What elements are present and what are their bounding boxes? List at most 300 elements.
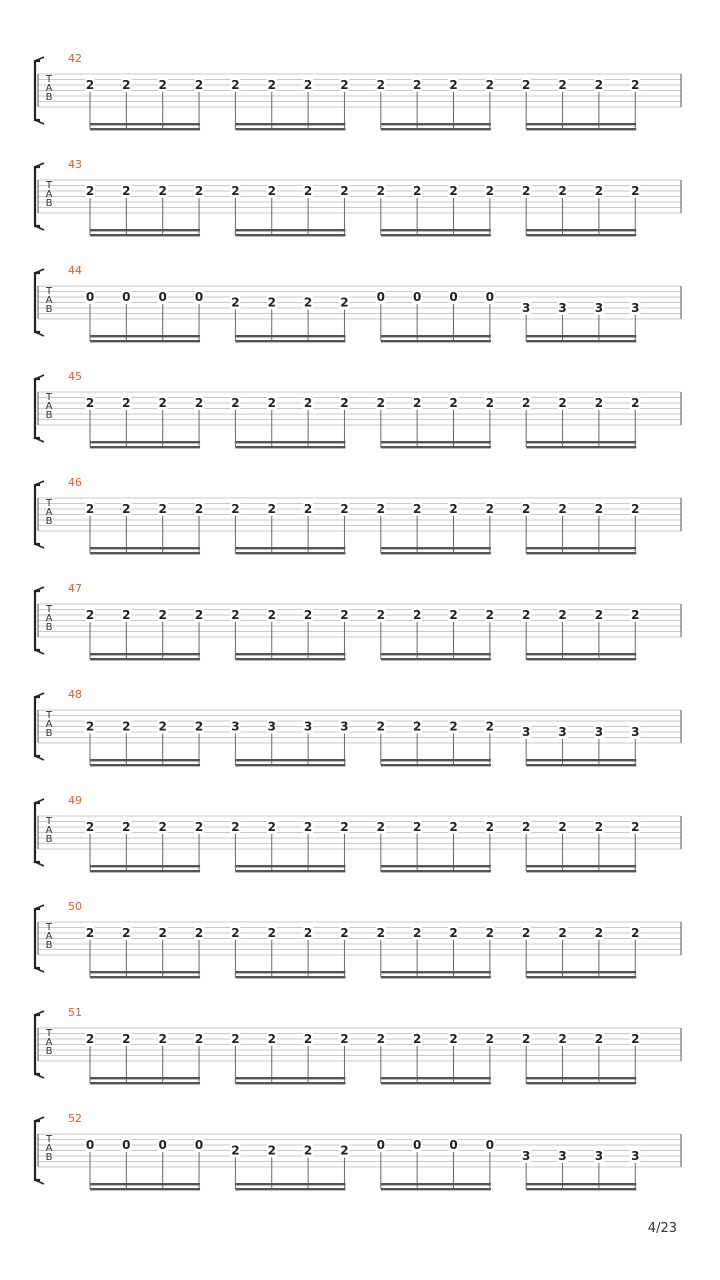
measure-number: 48	[68, 688, 82, 701]
fret-number: 0	[158, 290, 167, 304]
fret-number: 2	[449, 396, 458, 410]
fret-number: 3	[522, 301, 531, 315]
tab-clef-letter: B	[45, 1046, 53, 1057]
beam-secondary	[381, 340, 491, 342]
tab-clef-letter: T	[45, 1134, 53, 1145]
fret-number: 2	[85, 820, 95, 834]
measure-number: 44	[68, 264, 82, 277]
beam-primary	[235, 1183, 345, 1185]
fret-number: 2	[485, 184, 495, 198]
fret-number: 2	[158, 1032, 167, 1046]
fret-number: 3	[340, 719, 349, 734]
beam-secondary	[235, 128, 345, 130]
fret-number: 2	[340, 184, 349, 198]
beam-primary	[526, 971, 636, 973]
fret-number: 2	[631, 926, 640, 940]
fret-number: 2	[267, 1143, 276, 1158]
beam-primary	[381, 759, 491, 761]
fret-number: 3	[558, 1149, 567, 1163]
fret-number: 2	[194, 719, 204, 734]
fret-number: 2	[158, 719, 167, 734]
fret-number: 2	[340, 1143, 349, 1158]
fret-number: 2	[485, 1032, 495, 1046]
fret-number: 0	[412, 290, 422, 304]
measure-number: 51	[68, 1006, 82, 1019]
beam-secondary	[381, 1082, 491, 1084]
fret-number: 2	[412, 719, 422, 734]
tab-clef-letter: B	[45, 516, 53, 527]
beam-secondary	[381, 234, 491, 236]
fret-number: 2	[412, 608, 422, 622]
fret-number: 2	[85, 926, 95, 940]
beam-primary	[381, 1183, 491, 1185]
fret-number: 0	[158, 1138, 167, 1152]
fret-number: 2	[376, 926, 385, 940]
fret-number: 2	[122, 502, 131, 516]
beam-secondary	[235, 340, 345, 342]
fret-number: 2	[85, 396, 95, 410]
tab-clef-letter: A	[45, 931, 53, 942]
tab-clef-letter: B	[45, 834, 53, 845]
beam-secondary	[90, 446, 200, 448]
fret-number: 2	[267, 295, 276, 310]
beam-secondary	[90, 552, 200, 554]
beam-secondary	[90, 870, 200, 872]
fret-number: 2	[303, 926, 313, 940]
fret-number: 2	[85, 78, 95, 92]
fret-number: 2	[158, 184, 167, 198]
fret-number: 2	[267, 396, 276, 410]
beam-secondary	[90, 658, 200, 660]
beam-primary	[235, 971, 345, 973]
beam-secondary	[381, 128, 491, 130]
fret-number: 2	[376, 502, 385, 516]
fret-number: 2	[594, 608, 604, 622]
fret-number: 2	[158, 502, 167, 516]
tab-clef-letter: A	[45, 1037, 53, 1048]
fret-number: 2	[631, 78, 640, 92]
fret-number: 2	[267, 608, 276, 622]
fret-number: 2	[412, 1032, 422, 1046]
fret-number: 3	[631, 1149, 640, 1163]
beam-secondary	[526, 976, 636, 978]
fret-number: 2	[412, 502, 422, 516]
fret-number: 2	[303, 396, 313, 410]
fret-number: 2	[376, 719, 385, 734]
tab-clef-letter: B	[45, 410, 53, 421]
fret-number: 2	[122, 820, 131, 834]
fret-number: 2	[194, 608, 204, 622]
fret-number: 2	[558, 926, 567, 940]
beam-secondary	[381, 1188, 491, 1190]
fret-number: 3	[522, 725, 531, 739]
fret-number: 2	[522, 820, 531, 834]
beam-primary	[235, 441, 345, 443]
beam-primary	[381, 335, 491, 337]
beam-secondary	[381, 764, 491, 766]
fret-number: 2	[122, 184, 131, 198]
fret-number: 2	[231, 78, 240, 92]
beam-secondary	[235, 658, 345, 660]
beam-primary	[90, 335, 200, 337]
fret-number: 2	[267, 1032, 276, 1046]
tab-clef-letter: B	[45, 304, 53, 315]
fret-number: 2	[194, 184, 204, 198]
page-number: 4/23	[647, 1221, 677, 1236]
beam-primary	[235, 547, 345, 549]
fret-number: 2	[522, 608, 531, 622]
fret-number: 3	[594, 725, 604, 739]
fret-number: 2	[449, 1032, 458, 1046]
measure-number: 49	[68, 794, 82, 807]
fret-number: 2	[340, 295, 349, 310]
fret-number: 2	[303, 78, 313, 92]
beam-secondary	[381, 976, 491, 978]
beam-secondary	[90, 1188, 200, 1190]
beam-primary	[235, 865, 345, 867]
fret-number: 2	[449, 926, 458, 940]
fret-number: 2	[376, 396, 385, 410]
fret-number: 2	[522, 396, 531, 410]
fret-number: 2	[122, 608, 131, 622]
fret-number: 2	[267, 926, 276, 940]
beam-primary	[235, 759, 345, 761]
beam-secondary	[235, 552, 345, 554]
tab-clef-letter: B	[45, 198, 53, 209]
beam-primary	[381, 865, 491, 867]
beam-secondary	[90, 340, 200, 342]
beam-primary	[235, 1077, 345, 1079]
fret-number: 2	[631, 502, 640, 516]
tab-clef-letter: T	[45, 74, 53, 85]
fret-number: 2	[85, 184, 95, 198]
beam-primary	[381, 123, 491, 125]
fret-number: 2	[558, 396, 567, 410]
fret-number: 2	[412, 926, 422, 940]
measure-number: 47	[68, 582, 82, 595]
fret-number: 2	[449, 608, 458, 622]
fret-number: 2	[158, 926, 167, 940]
fret-number: 2	[122, 396, 131, 410]
beam-primary	[381, 229, 491, 231]
fret-number: 2	[267, 184, 276, 198]
measure-number: 46	[68, 476, 82, 489]
tab-clef-letter: A	[45, 507, 53, 518]
fret-number: 2	[194, 820, 204, 834]
fret-number: 2	[594, 926, 604, 940]
beam-secondary	[526, 446, 636, 448]
beam-secondary	[235, 976, 345, 978]
tab-clef-letter: A	[45, 295, 53, 306]
fret-number: 2	[194, 396, 204, 410]
beam-primary	[90, 547, 200, 549]
measure-number: 43	[68, 158, 82, 171]
tab-clef-letter: B	[45, 1152, 53, 1163]
fret-number: 2	[412, 78, 422, 92]
fret-number: 2	[594, 396, 604, 410]
beam-primary	[381, 971, 491, 973]
fret-number: 2	[303, 295, 313, 310]
beam-primary	[381, 441, 491, 443]
tab-clef-letter: B	[45, 940, 53, 951]
tab-clef-letter: A	[45, 719, 53, 730]
fret-number: 2	[594, 502, 604, 516]
fret-number: 2	[231, 184, 240, 198]
fret-number: 2	[558, 502, 567, 516]
beam-primary	[526, 759, 636, 761]
beam-primary	[90, 123, 200, 125]
fret-number: 2	[485, 78, 495, 92]
beam-primary	[381, 1077, 491, 1079]
fret-number: 2	[231, 295, 240, 310]
beam-secondary	[381, 552, 491, 554]
fret-number: 2	[412, 820, 422, 834]
fret-number: 2	[231, 1143, 240, 1158]
fret-number: 0	[376, 1138, 385, 1152]
fret-number: 2	[594, 78, 604, 92]
fret-number: 2	[412, 184, 422, 198]
tab-clef-letter: A	[45, 613, 53, 624]
fret-number: 0	[485, 290, 495, 304]
fret-number: 2	[485, 820, 495, 834]
tab-clef-letter: T	[45, 710, 53, 721]
beam-secondary	[235, 1082, 345, 1084]
beam-primary	[90, 441, 200, 443]
fret-number: 2	[594, 820, 604, 834]
fret-number: 2	[303, 608, 313, 622]
beam-primary	[381, 547, 491, 549]
tab-clef-letter: T	[45, 180, 53, 191]
fret-number: 2	[267, 820, 276, 834]
tab-clef-letter: B	[45, 92, 53, 103]
beam-primary	[526, 441, 636, 443]
beam-primary	[526, 123, 636, 125]
fret-number: 2	[631, 184, 640, 198]
fret-number: 0	[85, 290, 95, 304]
beam-secondary	[526, 234, 636, 236]
fret-number: 2	[85, 719, 95, 734]
fret-number: 2	[122, 78, 131, 92]
fret-number: 2	[631, 1032, 640, 1046]
tab-clef-letter: T	[45, 816, 53, 827]
fret-number: 2	[376, 820, 385, 834]
fret-number: 0	[449, 290, 458, 304]
fret-number: 3	[231, 719, 240, 734]
fret-number: 2	[376, 78, 385, 92]
beam-primary	[90, 653, 200, 655]
fret-number: 2	[449, 78, 458, 92]
fret-number: 2	[340, 396, 349, 410]
fret-number: 0	[485, 1138, 495, 1152]
tab-clef-letter: B	[45, 622, 53, 633]
beam-secondary	[381, 658, 491, 660]
fret-number: 2	[340, 502, 349, 516]
fret-number: 0	[412, 1138, 422, 1152]
fret-number: 3	[631, 725, 640, 739]
tab-clef-letter: A	[45, 401, 53, 412]
beam-secondary	[526, 658, 636, 660]
fret-number: 2	[85, 502, 95, 516]
fret-number: 2	[522, 184, 531, 198]
beam-primary	[235, 123, 345, 125]
beam-secondary	[235, 234, 345, 236]
fret-number: 3	[594, 301, 604, 315]
fret-number: 2	[267, 502, 276, 516]
fret-number: 2	[231, 502, 240, 516]
beam-primary	[90, 971, 200, 973]
fret-number: 2	[594, 1032, 604, 1046]
fret-number: 2	[449, 502, 458, 516]
beam-primary	[235, 229, 345, 231]
fret-number: 3	[303, 719, 313, 734]
beam-secondary	[381, 446, 491, 448]
tab-clef-letter: T	[45, 922, 53, 933]
beam-primary	[526, 1077, 636, 1079]
beam-primary	[235, 653, 345, 655]
tab-clef-letter: T	[45, 604, 53, 615]
fret-number: 2	[231, 396, 240, 410]
fret-number: 2	[122, 926, 131, 940]
tab-clef-letter: A	[45, 189, 53, 200]
fret-number: 0	[376, 290, 385, 304]
beam-secondary	[235, 870, 345, 872]
measure-number: 52	[68, 1112, 82, 1125]
fret-number: 2	[376, 608, 385, 622]
beam-secondary	[235, 764, 345, 766]
fret-number: 2	[558, 608, 567, 622]
beam-secondary	[235, 1188, 345, 1190]
beam-secondary	[90, 234, 200, 236]
fret-number: 2	[303, 502, 313, 516]
tab-clef-letter: A	[45, 83, 53, 94]
beam-primary	[90, 865, 200, 867]
fret-number: 2	[485, 608, 495, 622]
fret-number: 2	[158, 396, 167, 410]
fret-number: 2	[303, 1143, 313, 1158]
fret-number: 2	[158, 820, 167, 834]
beam-secondary	[526, 340, 636, 342]
fret-number: 3	[522, 1149, 531, 1163]
beam-secondary	[90, 764, 200, 766]
fret-number: 2	[194, 1032, 204, 1046]
beam-primary	[526, 653, 636, 655]
beam-secondary	[526, 552, 636, 554]
fret-number: 2	[85, 1032, 95, 1046]
fret-number: 3	[558, 725, 567, 739]
tab-clef-letter: T	[45, 1028, 53, 1039]
fret-number: 0	[449, 1138, 458, 1152]
beam-secondary	[90, 128, 200, 130]
fret-number: 2	[558, 78, 567, 92]
fret-number: 2	[522, 78, 531, 92]
beam-primary	[526, 229, 636, 231]
beam-secondary	[526, 128, 636, 130]
fret-number: 2	[231, 1032, 240, 1046]
fret-number: 2	[340, 78, 349, 92]
fret-number: 2	[303, 184, 313, 198]
fret-number: 2	[194, 78, 204, 92]
fret-number: 2	[340, 608, 349, 622]
beam-secondary	[526, 764, 636, 766]
measure-number: 45	[68, 370, 82, 383]
fret-number: 2	[485, 502, 495, 516]
fret-number: 2	[303, 820, 313, 834]
fret-number: 3	[267, 719, 276, 734]
tab-clef-letter: A	[45, 825, 53, 836]
beam-primary	[90, 1077, 200, 1079]
beam-secondary	[526, 1188, 636, 1190]
fret-number: 2	[122, 1032, 131, 1046]
beam-primary	[526, 865, 636, 867]
beam-primary	[90, 759, 200, 761]
beam-primary	[526, 1183, 636, 1185]
fret-number: 3	[594, 1149, 604, 1163]
beam-primary	[526, 335, 636, 337]
fret-number: 2	[194, 926, 204, 940]
tab-clef-letter: T	[45, 392, 53, 403]
tab-clef-letter: T	[45, 498, 53, 509]
tab-clef-letter: B	[45, 728, 53, 739]
fret-number: 2	[376, 184, 385, 198]
fret-number: 2	[558, 184, 567, 198]
beam-primary	[526, 547, 636, 549]
fret-number: 2	[558, 1032, 567, 1046]
fret-number: 2	[194, 502, 204, 516]
beam-primary	[90, 229, 200, 231]
beam-secondary	[90, 1082, 200, 1084]
beam-secondary	[381, 870, 491, 872]
beam-secondary	[526, 870, 636, 872]
fret-number: 2	[158, 608, 167, 622]
fret-number: 2	[122, 719, 131, 734]
fret-number: 2	[558, 820, 567, 834]
fret-number: 2	[231, 820, 240, 834]
fret-number: 2	[376, 1032, 385, 1046]
fret-number: 2	[522, 926, 531, 940]
fret-number: 2	[340, 926, 349, 940]
beam-secondary	[235, 446, 345, 448]
fret-number: 2	[522, 502, 531, 516]
fret-number: 0	[122, 290, 131, 304]
fret-number: 0	[194, 290, 204, 304]
tab-clef-letter: T	[45, 286, 53, 297]
fret-number: 2	[594, 184, 604, 198]
tab-clef-letter: A	[45, 1143, 53, 1154]
fret-number: 2	[485, 719, 495, 734]
fret-number: 2	[340, 820, 349, 834]
fret-number: 2	[631, 396, 640, 410]
fret-number: 3	[558, 301, 567, 315]
fret-number: 2	[85, 608, 95, 622]
fret-number: 2	[449, 719, 458, 734]
fret-number: 0	[194, 1138, 204, 1152]
fret-number: 2	[449, 820, 458, 834]
beam-primary	[90, 1183, 200, 1185]
fret-number: 2	[449, 184, 458, 198]
fret-number: 2	[231, 608, 240, 622]
fret-number: 2	[303, 1032, 313, 1046]
measure-number: 50	[68, 900, 82, 913]
beam-primary	[235, 335, 345, 337]
fret-number: 2	[267, 78, 276, 92]
fret-number: 3	[631, 301, 640, 315]
fret-number: 0	[85, 1138, 95, 1152]
beam-secondary	[526, 1082, 636, 1084]
fret-number: 2	[231, 926, 240, 940]
fret-number: 2	[340, 1032, 349, 1046]
fret-number: 2	[485, 396, 495, 410]
fret-number: 0	[122, 1138, 131, 1152]
